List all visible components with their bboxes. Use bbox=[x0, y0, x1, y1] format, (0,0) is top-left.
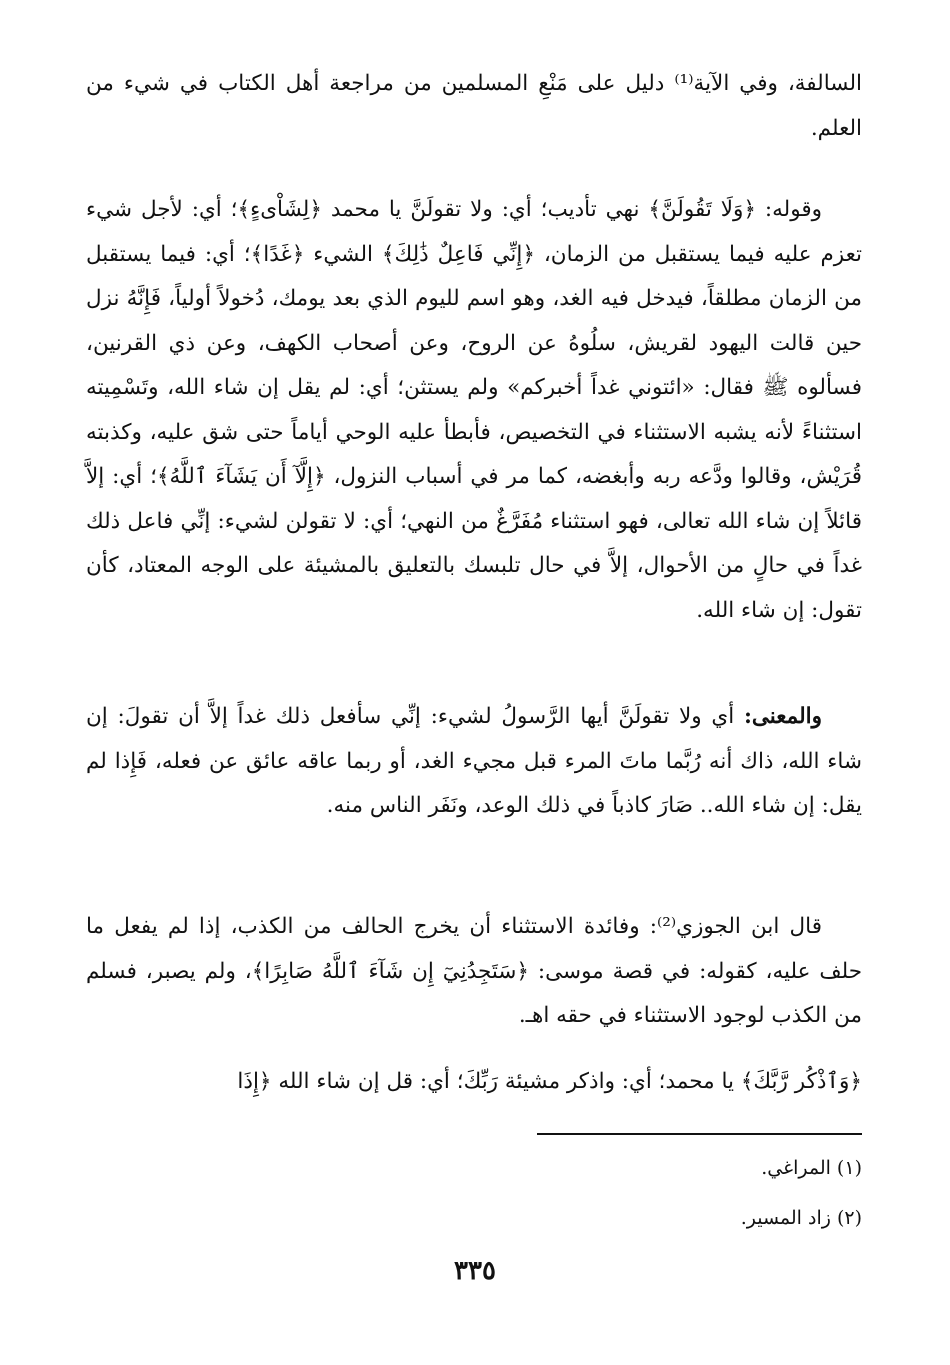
meaning-text: أي ولا تقولَنَّ أيها الرَّسولُ لشيء: إنِّي سأفعل ذلك غداً إلاَّ أن تقولَ: إن شاء الله، ذاك أنه رُبَّما ماتَ المرء قبل مجيء الغد، أو ربما عاقه عائق عن فعله، فَإِذا لم يقل: إن شاء الله.. صَارَ كاذباً في ذلك الوعد، ونَفَر الناس منه. bbox=[86, 704, 862, 818]
paragraph-2: وقوله: ﴿وَلَا تَقُولَنَّ﴾ نهي تأديب؛ أي: ولا تقولَنَّ يا محمد ﴿لِشَاْىءٍ﴾؛ أي: لأجل شيء تعزم عليه فيما يستقبل من الزمان، ﴿إِنِّي فَاعِلٌ ذَٰلِكَ﴾ الشيء ﴿غَدًا﴾؛ أي: فيما يستقبل من الزمان مطلقاً، فيدخل فيه الغد، وهو اسم لليوم الذي بعد يومك، دُخولاً أولياً، فَإِنَّهُ نزل حين قالت اليهود لقريش، سلُوهُ عن الروح، وعن أصحاب الكهف، وعن ذي القرنين، فسألوه ﷺ فقال: «ائتوني غداً أخبركم» ولم يستثن؛ أي: لم يقل إن شاء الله، وتَسْمِيته استثناءً لأنه يشبه الاستثناء في التخصيص، فأبطأ عليه الوحي أياماً حتى شق عليه، وكذبته قُرَيْش، وقالوا ودَّعه ربه وأبغضه، كما مر في أسباب النزول، ﴿إِلَّآ أَن يَشَآءَ ٱللَّهُ﴾؛ أي: إلاَّ قائلاً إن شاء الله تعالى، فهو استثناء مُفَرَّغٌ من النهي؛ أي: لا تقولن لشيء: إنِّي فاعل ذلك غداً في حالٍ من الأحوال، إلاَّ في حال تلبسك بالتعليق بالمشيئة على الوجه المعتاد، كأن تقول: إن شاء الله. bbox=[86, 197, 862, 623]
paragraph-1: السالفة، وفي الآية⁽¹⁾ دليل على مَنْعِ المسلمين من مراجعة أهل الكتاب في شيء من العلم. bbox=[86, 71, 862, 141]
paragraph-continuation bbox=[86, 62, 862, 151]
footnote-separator bbox=[537, 1133, 862, 1135]
page-number: ٣٣٥ bbox=[454, 1256, 496, 1286]
paragraph-ibn-aljawzi bbox=[86, 905, 862, 1039]
paragraph-4: قال ابن الجوزي⁽²⁾: وفائدة الاستثناء أن يخرج الحالف من الكذب، إذا لم يفعل ما حلف عليه، كقوله: في قصة موسى: ﴿سَتَجِدُنِيٓ إِن شَآءَ ٱللَّهُ صَابِرًا﴾، ولم يصبر، فسلم من الكذب لوجود الاستثناء في حقه اهـ. bbox=[86, 914, 862, 1028]
footnote-2: (٢) زاد المسير. bbox=[740, 1207, 862, 1229]
footnote-1: (١) المراغي. bbox=[761, 1157, 862, 1179]
meaning-heading: والمعنى: bbox=[743, 704, 822, 729]
paragraph-3 bbox=[86, 695, 862, 829]
paragraph-5: ﴿وَٱذْكُر رَّبَّكَ﴾ يا محمد؛ أي: واذكر مشيئة رَبِّكَ؛ أي: قل إن شاء الله ﴿إِذَا bbox=[237, 1069, 862, 1094]
paragraph-commentary bbox=[86, 188, 862, 633]
paragraph-remember bbox=[86, 1060, 862, 1105]
paragraph-meaning bbox=[86, 695, 862, 829]
